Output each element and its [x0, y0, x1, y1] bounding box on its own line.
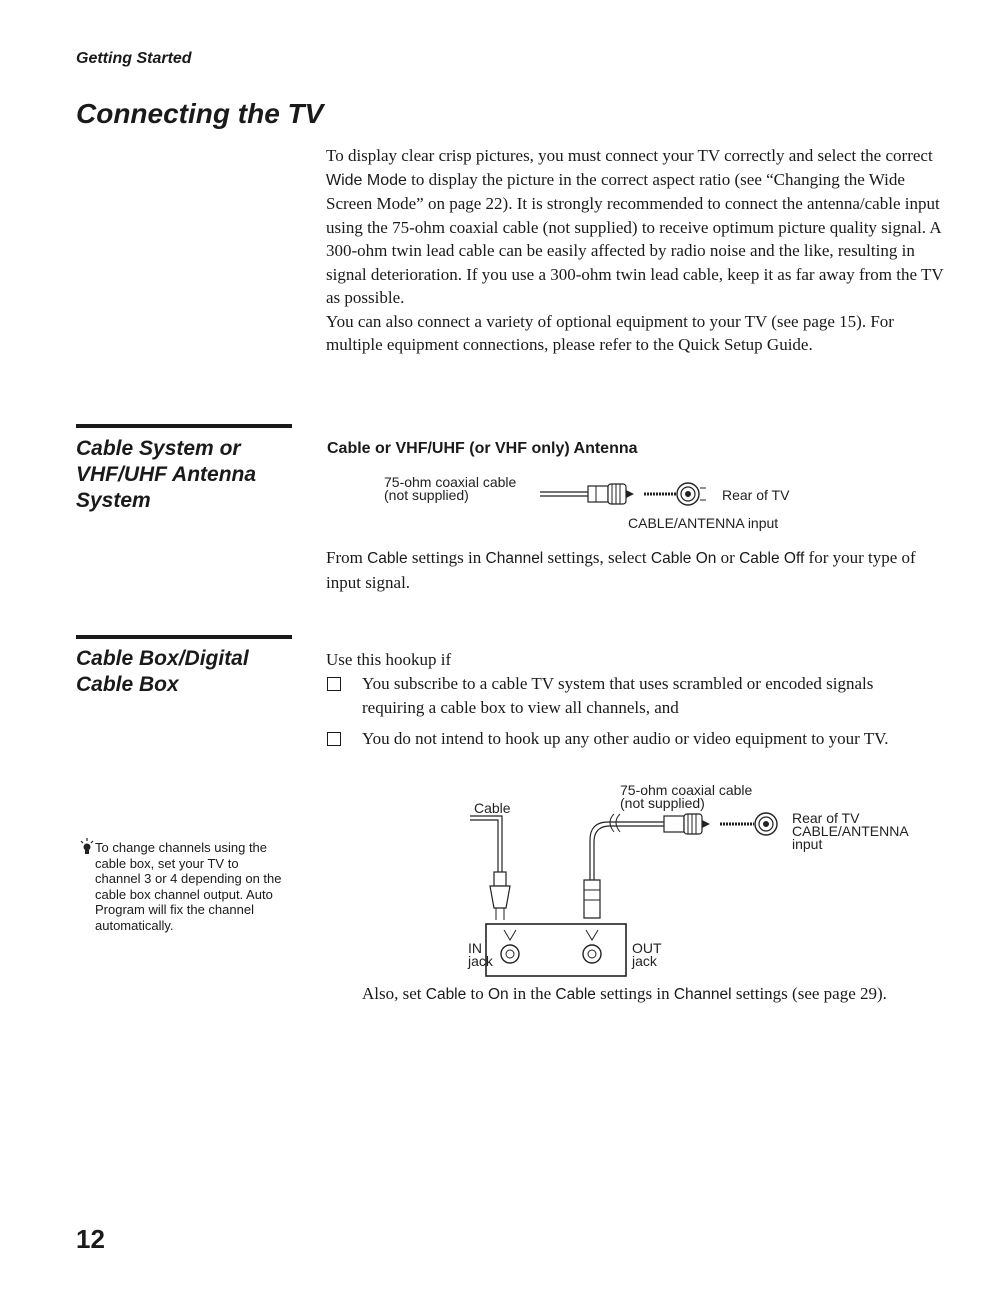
- bullet-2: You do not intend to hook up any other audio or video equipment to your TV.: [362, 729, 889, 748]
- diagram2-cable-label-1: 75-ohm coaxial cable: [620, 782, 753, 798]
- text-part: to: [466, 984, 488, 1003]
- text-part: Also, set: [362, 984, 426, 1003]
- term-channel: Channel: [485, 550, 544, 567]
- diagram2-rear-label-3: input: [792, 836, 823, 852]
- section-rule-cable-system: [76, 424, 292, 428]
- diagram2-cable-label-2: (not supplied): [620, 795, 705, 811]
- page-number: 12: [76, 1224, 105, 1254]
- cable-settings-text: [326, 546, 936, 594]
- diagram2-rear-label-2: CABLE/ANTENNA: [792, 823, 909, 839]
- term-cable-off: Cable Off: [739, 550, 805, 567]
- section-rule-cable-box: [76, 635, 292, 639]
- text-part: in the: [508, 984, 556, 1003]
- section-heading-cable-system: Cable System or VHF/UHF Antenna System: [76, 437, 257, 512]
- term-cable: Cable: [425, 986, 467, 1003]
- bullet-box-2: [327, 732, 341, 751]
- also-set-text: [362, 982, 937, 1007]
- bullet-1: You subscribe to a cable TV system that uses scrambled or encoded signals requiring a cable box to view all channels, and: [362, 674, 874, 717]
- tip-text: To change channels using the cable box, set your TV to channel 3 or 4 depending on the cable box channel output. Auto Program will fix the channel automatically.: [95, 840, 282, 933]
- intro-text-a: To display clear crisp pictures, you must connect your TV correctly and select the correct: [326, 146, 933, 165]
- hookup-intro: Use this hookup if: [326, 650, 452, 669]
- text-part: settings (see page 29).: [731, 984, 887, 1003]
- text-part: or: [716, 548, 740, 567]
- diagram2-out-jack-label: jack: [632, 953, 657, 969]
- diagram2-rear-label-1: Rear of TV: [792, 810, 860, 826]
- diagram1-input-label: CABLE/ANTENNA input: [628, 515, 779, 531]
- diagram1-cable-label-1: 75-ohm coaxial cable: [384, 474, 517, 490]
- cable-box-hookup-diagram: [464, 810, 794, 980]
- text-part: for your type of input signal.: [326, 548, 916, 592]
- diagram2-cable-label: Cable: [474, 800, 511, 816]
- term-channel: Channel: [673, 986, 732, 1003]
- section-heading-cable-box: Cable Box/Digital Cable Box: [76, 647, 249, 696]
- diagram2-out-label: OUT: [632, 940, 662, 956]
- text-part: From: [326, 548, 368, 567]
- intro-text-b: to display the picture in the correct aspect ratio (see “Changing the Wide Screen Mode” on page 22). It is strongly recommended to connect the antenna/cable input using the 75-ohm coaxial cable (not supplied) to receive optimum picture quality signal. A 300-ohm twin lead cable can be easily affected by radio noise and the like, resulting in signal deterioration. If you use a 300-ohm twin lead cable, keep it as far away from the TV as possible.: [326, 169, 944, 307]
- term-cable-on: Cable On: [650, 550, 717, 567]
- wide-mode-term: Wide Mode: [326, 171, 407, 189]
- diagram1-cable-label-2: (not supplied): [384, 487, 469, 503]
- coaxial-cable-diagram-1: [540, 480, 720, 508]
- diagram1-rear-label: Rear of TV: [722, 487, 790, 503]
- intro-text: [326, 144, 946, 357]
- term-on: On: [487, 986, 509, 1003]
- subheading-antenna: Cable or VHF/UHF (or VHF only) Antenna: [327, 440, 638, 457]
- term-cable: Cable: [367, 550, 408, 567]
- bullet-box-1: [327, 677, 341, 696]
- page-title: Connecting the TV: [76, 98, 324, 129]
- diagram2-in-jack-label: jack: [468, 953, 493, 969]
- text-part: settings in: [595, 984, 674, 1003]
- tip-lightbulb-icon: [80, 838, 94, 856]
- text-part: settings in: [407, 548, 486, 567]
- running-header: Getting Started: [76, 50, 192, 67]
- intro-paragraph-1: [326, 144, 946, 310]
- diagram2-in-label: IN: [468, 940, 482, 956]
- intro-paragraph-2: You can also connect a variety of optional equipment to your TV (see page 15). For multiple equipment connections, please refer to the Quick Setup Guide.: [326, 311, 894, 354]
- term-cable: Cable: [555, 986, 596, 1003]
- text-part: settings, select: [543, 548, 651, 567]
